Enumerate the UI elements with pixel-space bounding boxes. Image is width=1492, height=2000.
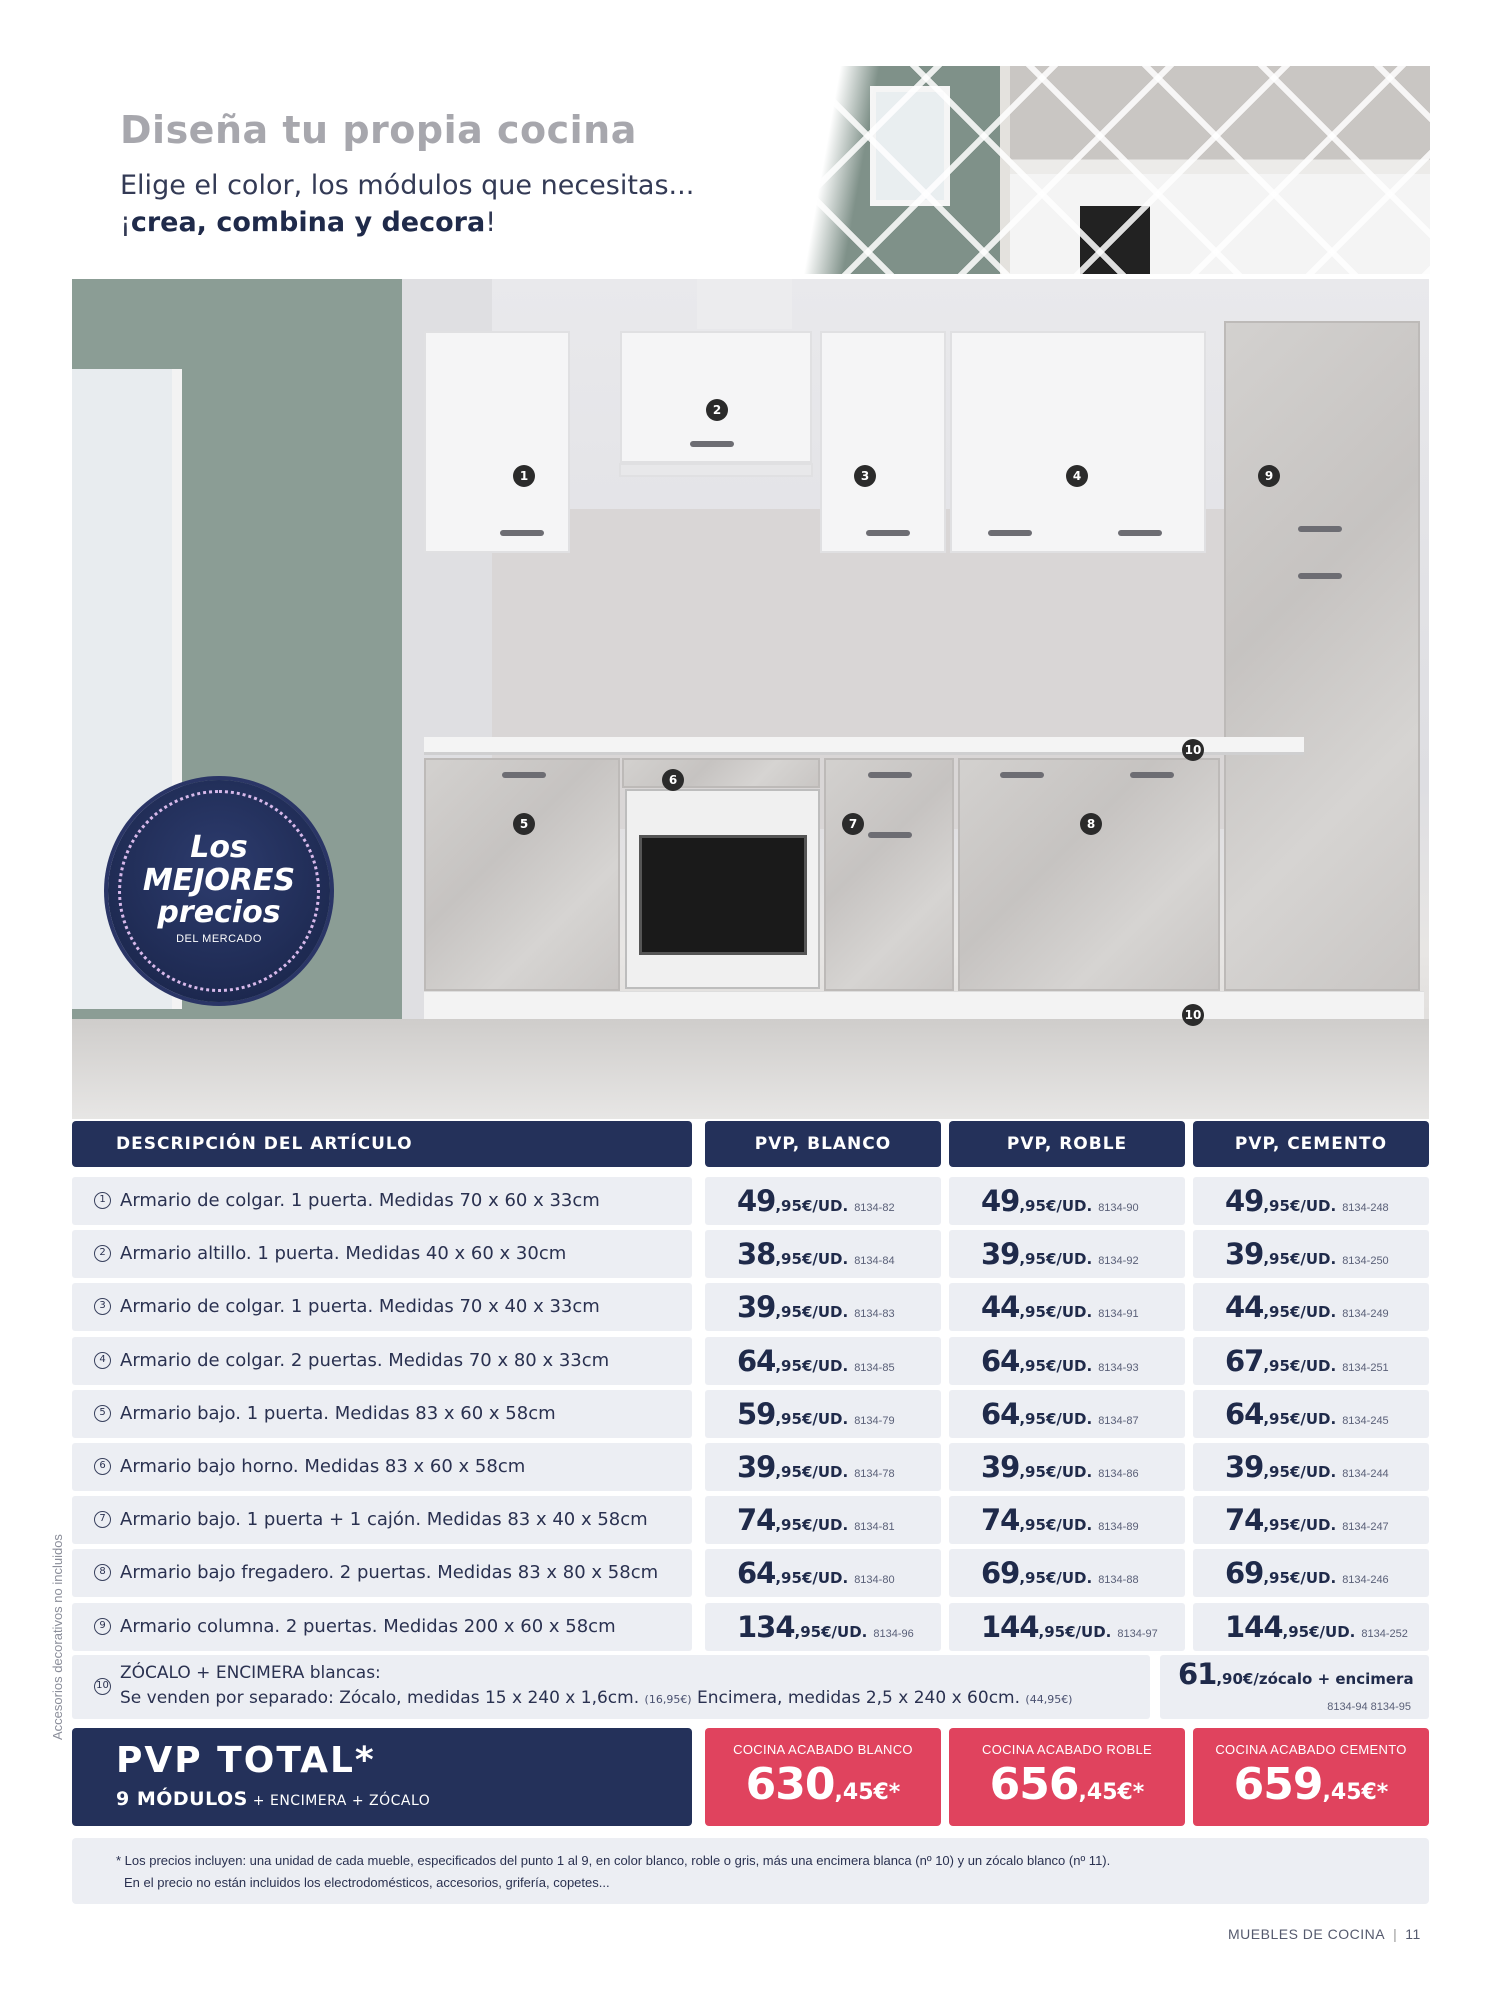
product-code: 8134-84 [854, 1255, 895, 1268]
table-row [72, 1230, 1429, 1278]
total-cement-label: COCINA ACABADO CEMENTO [1215, 1742, 1407, 1757]
price-int: 74 [981, 1503, 1020, 1538]
price-int: 64 [737, 1343, 776, 1378]
badge-line3: precios [157, 895, 281, 930]
marker-6: 6 [662, 769, 684, 791]
row-number: 6 [94, 1458, 111, 1475]
row-description-text: Armario bajo horno. Medidas 83 x 60 x 58cm [120, 1456, 526, 1477]
tagline-suffix: ! [485, 207, 497, 238]
handle [1130, 772, 1174, 778]
product-code: 8134-83 [854, 1308, 895, 1321]
tagline-prefix: ¡ [120, 207, 131, 238]
price-cell-cement [1193, 1283, 1429, 1331]
row10-description [72, 1655, 1150, 1719]
total-white-dec: ,45€* [834, 1780, 901, 1805]
price-cell-oak [949, 1496, 1185, 1544]
kitchen-hero-image [72, 279, 1429, 1119]
row10-line2 [120, 1688, 1072, 1708]
price-dec: ,95 [1019, 1463, 1046, 1481]
price-dec: ,95 [775, 1250, 802, 1269]
price-cell-white [705, 1177, 941, 1225]
row-description-text: Armario columna. 2 puertas. Medidas 200 x 60 x 58cm [120, 1615, 616, 1637]
price-unit: €/UD. [801, 1250, 849, 1269]
price-unit: €/UD. [801, 1409, 849, 1428]
header-cement: PVP, CEMENTO [1193, 1121, 1429, 1167]
header-white: PVP, BLANCO [705, 1121, 941, 1167]
row-description-text: Armario de colgar. 2 puertas. Medidas 70 x 80 x 33cm [120, 1349, 610, 1371]
product-code: 8134-244 [1342, 1468, 1389, 1480]
price-value [737, 1443, 895, 1498]
price-unit: €/UD. [1045, 1409, 1093, 1428]
price-dec: ,95 [775, 1197, 802, 1215]
cabinet-6-drawer [622, 758, 820, 788]
price-unit: €/UD. [1045, 1516, 1093, 1535]
price-dec: ,95 [1038, 1622, 1066, 1641]
price-int: 39 [1225, 1237, 1264, 1272]
product-code: 8134-82 [854, 1202, 895, 1214]
price-value [737, 1283, 895, 1338]
row-number: 8 [94, 1564, 111, 1581]
price-value [1225, 1603, 1408, 1658]
row-description-text: Armario bajo. 1 puerta + 1 cajón. Medidas 83 x 40 x 58cm [120, 1509, 648, 1531]
price-int: 69 [981, 1556, 1020, 1591]
price-cell-oak [949, 1337, 1185, 1385]
price-int: 74 [737, 1503, 776, 1538]
price-value [981, 1337, 1139, 1392]
row-number: 5 [94, 1405, 111, 1422]
price-value [737, 1549, 895, 1604]
row-number: 4 [94, 1352, 111, 1369]
price-dec: ,95 [1263, 1463, 1290, 1481]
product-code: 8134-88 [1098, 1574, 1139, 1587]
total-box [72, 1728, 692, 1826]
price-value [1225, 1283, 1389, 1338]
row10-worktop-price: (44,95€) [1025, 1693, 1073, 1706]
footnote-line1: * Los precios incluyen: una unidad de cada mueble, especificados del punto 1 al 9, en color blanco, roble o gris, más una encimera blanca (nº 10) y un zócalo blanco (nº 11). [116, 1853, 1111, 1868]
price-unit: €/UD. [1289, 1516, 1337, 1535]
row10-codes: 8134-94 8134-95 [1327, 1701, 1411, 1713]
total-cement-value [1193, 1759, 1429, 1810]
price-unit: €/UD. [1289, 1463, 1337, 1481]
price-unit: €/UD. [1289, 1356, 1337, 1375]
price-int: 39 [737, 1290, 776, 1325]
total-oak-int: 656 [989, 1759, 1079, 1810]
price-int: 39 [1225, 1450, 1264, 1484]
price-value [1225, 1443, 1389, 1498]
marker-5: 5 [513, 813, 535, 835]
price-unit: €/UD. [1065, 1622, 1112, 1641]
row10-plinth-price: (16,95€) [644, 1693, 692, 1706]
row-description [72, 1443, 692, 1491]
price-int: 64 [981, 1396, 1020, 1431]
product-code: 8134-80 [854, 1574, 895, 1587]
price-dec: ,95 [1019, 1409, 1046, 1428]
cabinet-8 [958, 758, 1220, 991]
price-cell-cement [1193, 1603, 1429, 1651]
row-number: 2 [94, 1245, 111, 1262]
table-row [72, 1177, 1429, 1225]
page-header [120, 108, 740, 238]
price-cell-oak [949, 1443, 1185, 1491]
row-description [72, 1230, 692, 1278]
price-value [981, 1177, 1139, 1232]
row10-price-dec: ,90€/zócalo + encimera [1216, 1670, 1414, 1688]
price-dec: ,95 [1263, 1303, 1290, 1322]
price-dec: ,95 [794, 1622, 822, 1641]
total-oak-label: COCINA ACABADO ROBLE [982, 1742, 1152, 1757]
product-code: 8134-92 [1098, 1255, 1139, 1268]
kitchen-thumbnail-image [770, 66, 1430, 274]
price-dec: ,95 [1263, 1516, 1290, 1535]
product-code: 8134-78 [854, 1468, 895, 1480]
price-cell-white [705, 1443, 941, 1491]
footnote-line2: En el precio no están incluidos los electrodomésticos, accesorios, grifería, copetes... [124, 1875, 610, 1890]
price-int: 49 [981, 1184, 1020, 1218]
handle [1298, 526, 1342, 532]
price-value [981, 1603, 1158, 1658]
price-int: 64 [981, 1343, 1020, 1378]
total-white-value [705, 1759, 941, 1810]
product-code: 8134-79 [854, 1414, 895, 1427]
price-cell-cement [1193, 1390, 1429, 1438]
marker-10-plinth: 10 [1182, 1004, 1204, 1026]
row10-number: 10 [94, 1678, 111, 1695]
cabinet-9-column [1224, 321, 1420, 991]
price-int: 39 [981, 1237, 1020, 1272]
price-dec: ,95 [1263, 1356, 1290, 1375]
price-cell-oak [949, 1603, 1185, 1651]
price-dec: ,95 [1263, 1569, 1290, 1588]
price-value [1225, 1549, 1389, 1604]
price-value [1225, 1496, 1389, 1551]
price-value [737, 1337, 895, 1392]
product-code: 8134-246 [1342, 1574, 1389, 1587]
product-code: 8134-251 [1342, 1361, 1389, 1374]
product-code: 8134-97 [1117, 1627, 1158, 1640]
badge-line4: DEL MERCADO [176, 933, 262, 945]
price-cell-white [705, 1283, 941, 1331]
product-code: 8134-93 [1098, 1361, 1139, 1374]
price-int: 39 [737, 1450, 776, 1484]
price-unit: €/UD. [1289, 1409, 1337, 1428]
price-value [981, 1390, 1139, 1445]
handle [690, 441, 734, 447]
price-int: 74 [1225, 1503, 1264, 1538]
row-description [72, 1603, 692, 1651]
cabinet-3 [820, 331, 946, 553]
total-title: PVP TOTAL* [116, 1740, 376, 1781]
price-dec: ,95 [775, 1356, 802, 1375]
price-cell-oak [949, 1177, 1185, 1225]
total-white-int: 630 [745, 1759, 835, 1810]
price-dec: ,95 [1263, 1409, 1290, 1428]
handle [502, 772, 546, 778]
price-dec: ,95 [1019, 1303, 1046, 1322]
price-unit: €/UD. [821, 1622, 868, 1641]
product-code: 8134-96 [873, 1627, 914, 1640]
price-int: 38 [737, 1237, 776, 1272]
price-int: 49 [737, 1184, 776, 1218]
price-cell-cement [1193, 1496, 1429, 1544]
price-cell-oak [949, 1390, 1185, 1438]
footnote [72, 1838, 1429, 1904]
price-cell-cement [1193, 1443, 1429, 1491]
price-unit: €/UD. [1045, 1463, 1093, 1481]
price-int: 44 [1225, 1290, 1264, 1325]
price-unit: €/UD. [1309, 1622, 1356, 1641]
price-unit: €/UD. [801, 1303, 849, 1322]
total-modules-count: 9 MÓDULOS [116, 1788, 248, 1810]
marker-1: 1 [513, 465, 535, 487]
price-value [981, 1230, 1139, 1285]
product-code: 8134-250 [1342, 1255, 1389, 1268]
product-code: 8134-85 [854, 1361, 895, 1374]
row-description-text: Armario bajo fregadero. 2 puertas. Medidas 83 x 80 x 58cm [120, 1562, 659, 1584]
table-row [72, 1443, 1429, 1491]
table-row [72, 1496, 1429, 1544]
row-description-text: Armario de colgar. 1 puerta. Medidas 70 x 40 x 33cm [120, 1296, 600, 1318]
oven [625, 789, 820, 989]
price-value [737, 1496, 895, 1551]
row-description [72, 1283, 692, 1331]
price-unit: €/UD. [801, 1569, 849, 1588]
product-code: 8134-87 [1098, 1414, 1139, 1427]
total-cement-int: 659 [1233, 1759, 1323, 1810]
price-value [981, 1549, 1139, 1604]
price-value [737, 1230, 895, 1285]
table-row [72, 1283, 1429, 1331]
best-prices-badge [108, 780, 330, 1002]
total-oak-value [949, 1759, 1185, 1810]
price-dec: ,95 [775, 1463, 802, 1481]
hero-hood-pipe [697, 279, 792, 329]
price-int: 59 [737, 1396, 776, 1431]
price-value [1225, 1390, 1389, 1445]
price-int: 144 [1225, 1609, 1283, 1644]
price-cell-white [705, 1496, 941, 1544]
hero-floor [72, 1019, 1429, 1119]
price-value [981, 1496, 1139, 1551]
price-int: 69 [1225, 1556, 1264, 1591]
product-code: 8134-81 [854, 1521, 895, 1534]
price-unit: €/UD. [1289, 1303, 1337, 1322]
price-cell-cement [1193, 1177, 1429, 1225]
row10-plinth-text: Se venden por separado: Zócalo, medidas 15 x 240 x 1,6cm. [120, 1688, 640, 1708]
total-cement-dec: ,45€* [1322, 1780, 1389, 1805]
price-int: 64 [737, 1556, 776, 1591]
row10-price [1160, 1655, 1429, 1719]
price-value [981, 1283, 1139, 1338]
price-cell-white [705, 1390, 941, 1438]
price-int: 134 [737, 1609, 795, 1644]
row-description [72, 1390, 692, 1438]
row-number: 7 [94, 1511, 111, 1528]
price-dec: ,95 [1019, 1197, 1046, 1215]
thumb-fade [770, 66, 890, 274]
price-dec: ,95 [775, 1409, 802, 1428]
price-dec: ,95 [1282, 1622, 1310, 1641]
row-number: 3 [94, 1298, 111, 1315]
page-footer [1228, 1926, 1421, 1942]
cabinet-1 [424, 331, 570, 553]
product-code: 8134-245 [1342, 1414, 1389, 1427]
total-white [705, 1728, 941, 1826]
badge-line1: Los [190, 830, 248, 865]
row-description [72, 1549, 692, 1597]
oven-window [639, 835, 807, 955]
price-int: 144 [981, 1609, 1039, 1644]
handle [868, 832, 912, 838]
price-value [737, 1177, 895, 1232]
price-int: 39 [981, 1450, 1020, 1484]
table-row [72, 1603, 1429, 1651]
extractor-hood [619, 463, 813, 477]
price-dec: ,95 [1263, 1250, 1290, 1269]
row-number: 1 [94, 1192, 111, 1209]
handle [1118, 530, 1162, 536]
header-description: DESCRIPCIÓN DEL ARTÍCULO [72, 1121, 692, 1167]
row-description [72, 1177, 692, 1225]
price-unit: €/UD. [1045, 1569, 1093, 1588]
table-row [72, 1549, 1429, 1597]
price-cell-cement [1193, 1337, 1429, 1385]
price-cell-oak [949, 1549, 1185, 1597]
product-code: 8134-91 [1098, 1308, 1139, 1321]
footer-separator: | [1393, 1926, 1398, 1942]
handle [1000, 772, 1044, 778]
price-unit: €/UD. [801, 1197, 849, 1215]
marker-4: 4 [1066, 465, 1088, 487]
row-description-text: Armario bajo. 1 puerta. Medidas 83 x 60 x 58cm [120, 1402, 556, 1424]
product-code: 8134-252 [1361, 1627, 1408, 1640]
price-unit: €/UD. [1045, 1250, 1093, 1269]
total-modules [116, 1788, 430, 1810]
marker-7: 7 [842, 813, 864, 835]
price-unit: €/UD. [1289, 1197, 1337, 1215]
price-cell-cement [1193, 1549, 1429, 1597]
handle [1298, 573, 1342, 579]
page-number: 11 [1405, 1926, 1421, 1942]
price-unit: €/UD. [1045, 1197, 1093, 1215]
price-int: 67 [1225, 1343, 1264, 1378]
total-modules-extra: + ENCIMERA + ZÓCALO [247, 1793, 431, 1809]
price-value [1225, 1337, 1389, 1392]
row10-price-value [1178, 1657, 1414, 1691]
price-dec: ,95 [775, 1569, 802, 1588]
price-int: 64 [1225, 1396, 1264, 1431]
price-unit: €/UD. [1045, 1303, 1093, 1322]
marker-10-worktop: 10 [1182, 739, 1204, 761]
table-row-10 [72, 1655, 1429, 1719]
price-int: 49 [1225, 1184, 1264, 1218]
plinth [424, 991, 1424, 1019]
cabinet-2 [620, 331, 812, 463]
total-white-label: COCINA ACABADO BLANCO [733, 1742, 913, 1757]
price-unit: €/UD. [801, 1356, 849, 1375]
product-code: 8134-86 [1098, 1468, 1139, 1480]
price-dec: ,95 [775, 1303, 802, 1322]
handle [868, 772, 912, 778]
handle [988, 530, 1032, 536]
handle [866, 530, 910, 536]
row-description-text: Armario altillo. 1 puerta. Medidas 40 x 60 x 30cm [120, 1243, 567, 1265]
price-cell-white [705, 1549, 941, 1597]
marker-8: 8 [1080, 813, 1102, 835]
price-cell-white [705, 1603, 941, 1651]
table-row [72, 1337, 1429, 1385]
marker-9: 9 [1258, 465, 1280, 487]
price-dec: ,95 [1019, 1569, 1046, 1588]
price-cell-white [705, 1230, 941, 1278]
total-oak [949, 1728, 1185, 1826]
price-dec: ,95 [1263, 1197, 1290, 1215]
handle [500, 530, 544, 536]
cabinet-7 [824, 758, 954, 991]
row-description [72, 1337, 692, 1385]
badge-line2: MEJORES [142, 863, 296, 898]
cabinet-5 [424, 758, 620, 991]
price-cell-oak [949, 1283, 1185, 1331]
price-value [1225, 1230, 1389, 1285]
total-cement [1193, 1728, 1429, 1826]
price-dec: ,95 [775, 1516, 802, 1535]
product-code: 8134-248 [1342, 1202, 1389, 1214]
badge-ring [118, 790, 320, 992]
row10-line1: ZÓCALO + ENCIMERA blancas: [120, 1663, 381, 1683]
price-dec: ,95 [1019, 1516, 1046, 1535]
price-unit: €/UD. [1289, 1250, 1337, 1269]
product-code: 8134-90 [1098, 1202, 1139, 1214]
page-subtitle: Elige el color, los módulos que necesitas... [120, 170, 695, 201]
table-row [72, 1390, 1429, 1438]
row10-worktop-text: Encimera, medidas 2,5 x 240 x 60cm. [697, 1688, 1020, 1708]
header-oak: PVP, ROBLE [949, 1121, 1185, 1167]
price-unit: €/UD. [801, 1463, 849, 1481]
price-cell-cement [1193, 1230, 1429, 1278]
page-title: Diseña tu propia cocina [120, 108, 637, 152]
price-value [981, 1443, 1139, 1498]
price-dec: ,95 [1019, 1356, 1046, 1375]
row-description [72, 1496, 692, 1544]
side-disclaimer: Accesorios decorativos no incluidos [50, 1534, 65, 1740]
marker-3: 3 [854, 465, 876, 487]
total-oak-dec: ,45€* [1078, 1780, 1145, 1805]
product-code: 8134-249 [1342, 1308, 1389, 1321]
marker-2: 2 [706, 399, 728, 421]
row-number: 9 [94, 1618, 111, 1635]
page-tagline [120, 207, 740, 238]
price-value [737, 1390, 895, 1445]
price-unit: €/UD. [801, 1516, 849, 1535]
price-cell-oak [949, 1230, 1185, 1278]
price-int: 44 [981, 1290, 1020, 1325]
cabinet-4 [950, 331, 1206, 553]
tagline-bold: crea, combina y decora [130, 207, 486, 238]
row-description-text: Armario de colgar. 1 puerta. Medidas 70 x 60 x 33cm [120, 1190, 600, 1211]
price-unit: €/UD. [1045, 1356, 1093, 1375]
price-value [737, 1603, 914, 1658]
worktop [424, 737, 1304, 755]
price-unit: €/UD. [1289, 1569, 1337, 1588]
price-cell-white [705, 1337, 941, 1385]
price-dec: ,95 [1019, 1250, 1046, 1269]
footer-section: MUEBLES DE COCINA [1228, 1926, 1386, 1942]
product-code: 8134-89 [1098, 1521, 1139, 1534]
product-code: 8134-247 [1342, 1521, 1389, 1534]
row10-price-int: 61 [1178, 1657, 1217, 1691]
price-value [1225, 1177, 1389, 1232]
